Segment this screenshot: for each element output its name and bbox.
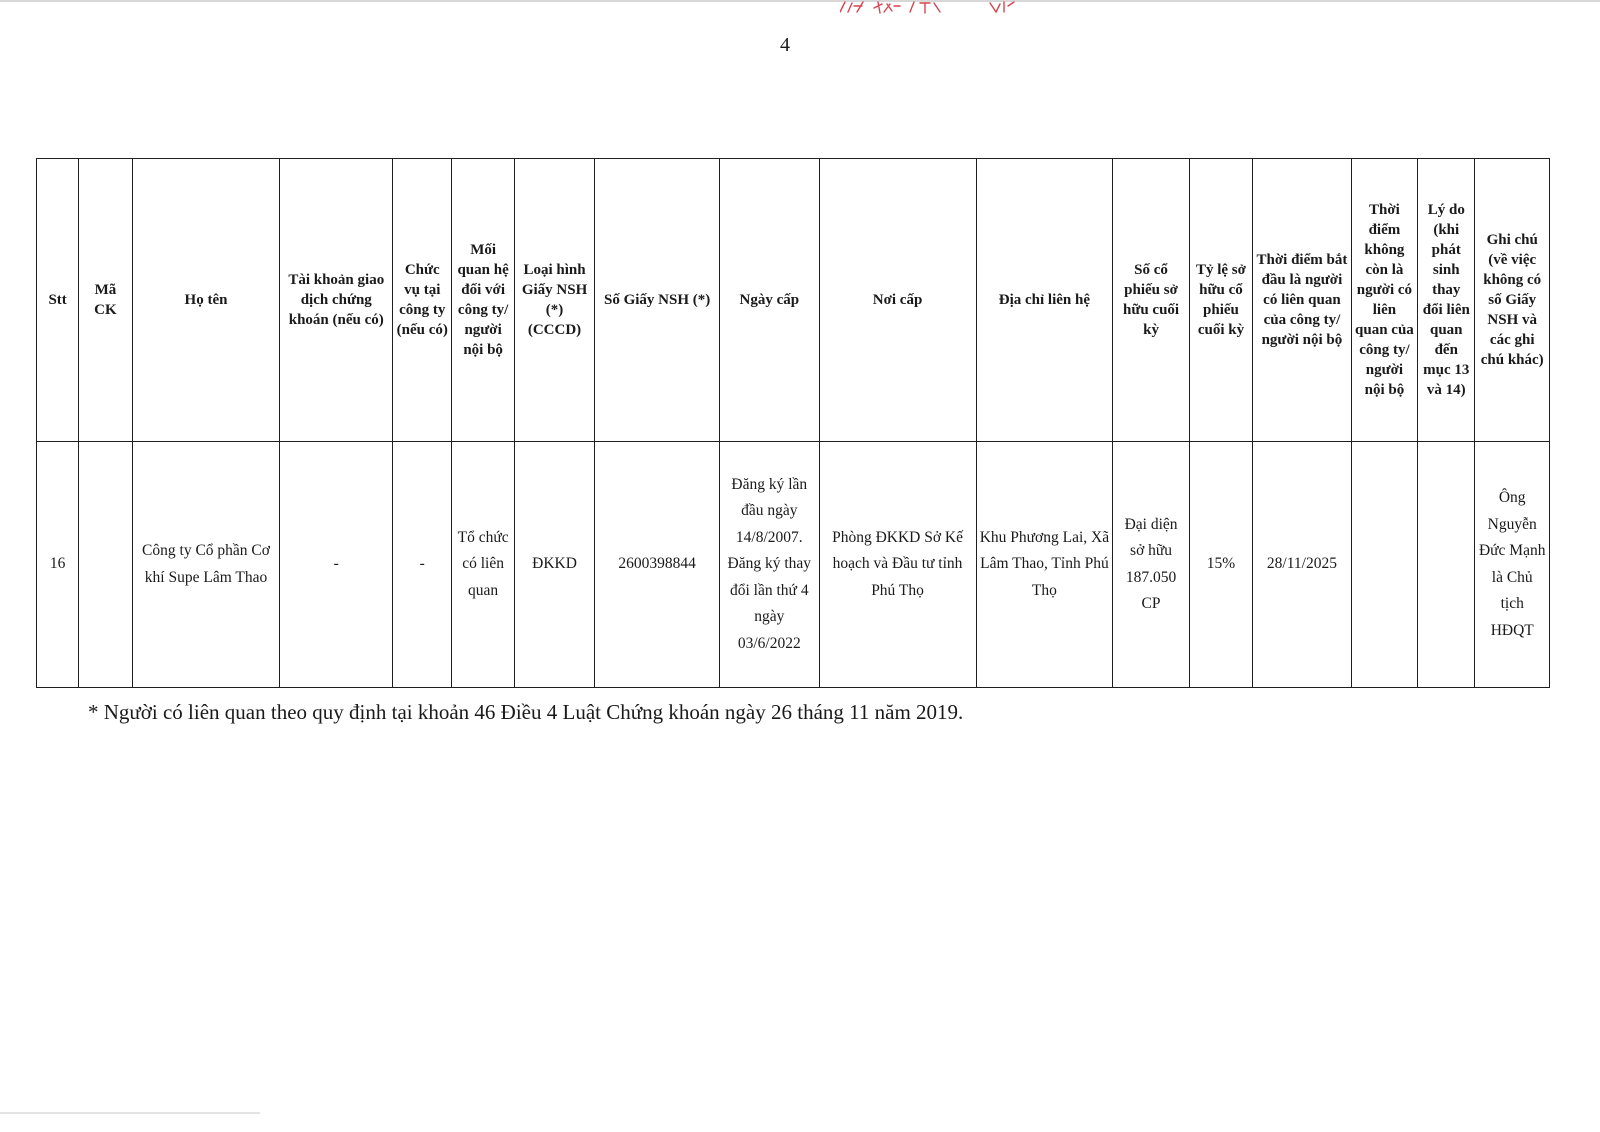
page-number: 4: [780, 34, 790, 56]
header-thoi-diem-khong-con: Thời điểm không còn là người có liên quan của công ty/ người nội bộ: [1351, 159, 1417, 442]
cell-so-co-phieu: Đại diện sở hữu 187.050 CP: [1113, 442, 1189, 688]
related-person-table: [36, 158, 1550, 688]
header-chuc-vu: Chức vụ tại công ty (nếu có): [393, 159, 452, 442]
footnote: * Người có liên quan theo quy định tại khoản 46 Điều 4 Luật Chứng khoán ngày 26 tháng 11 năm 2019.: [88, 700, 964, 724]
cell-ly-do: [1418, 442, 1475, 688]
cell-moi-quan-he: Tổ chức có liên quan: [452, 442, 514, 688]
cell-tai-khoan: -: [280, 442, 393, 688]
cell-ty-le: 15%: [1189, 442, 1252, 688]
cell-ghi-chu: Ông Nguyễn Đức Mạnh là Chủ tịch HĐQT: [1475, 442, 1550, 688]
scan-edge-mark: [0, 1112, 260, 1114]
header-stt: Stt: [37, 159, 79, 442]
cell-ho-ten: Công ty Cổ phần Cơ khí Supe Lâm Thao: [132, 442, 280, 688]
header-dia-chi: Địa chỉ liên hệ: [976, 159, 1113, 442]
cell-loai-hinh-giay: ĐKKD: [514, 442, 594, 688]
header-ho-ten: Họ tên: [132, 159, 280, 442]
cell-thoi-diem-khong-con: [1351, 442, 1417, 688]
cell-stt: 16: [37, 442, 79, 688]
header-loai-hinh-giay: Loại hình Giấy NSH (*) (CCCD): [514, 159, 594, 442]
header-moi-quan-he: Mối quan hệ đối với công ty/ người nội bộ: [452, 159, 514, 442]
cell-ma-ck: [79, 442, 132, 688]
cell-so-giay: 2600398844: [595, 442, 720, 688]
cell-chuc-vu: -: [393, 442, 452, 688]
table-header-row: [37, 159, 1550, 442]
page-top-edge: [0, 0, 1600, 2]
header-so-co-phieu: Số cổ phiếu sở hữu cuối kỳ: [1113, 159, 1189, 442]
red-stamp-fragment: [840, 0, 1030, 16]
cell-ngay-cap: Đăng ký lần đầu ngày 14/8/2007. Đăng ký thay đổi lần thứ 4 ngày 03/6/2022: [720, 442, 820, 688]
header-thoi-diem-bat-dau: Thời điểm bắt đầu là người có liên quan của công ty/ người nội bộ: [1253, 159, 1352, 442]
cell-dia-chi: Khu Phương Lai, Xã Lâm Thao, Tỉnh Phú Thọ: [976, 442, 1113, 688]
cell-thoi-diem-bat-dau: 28/11/2025: [1253, 442, 1352, 688]
header-tai-khoan: Tài khoản giao dịch chứng khoán (nếu có): [280, 159, 393, 442]
header-ly-do: Lý do (khi phát sinh thay đổi liên quan đến mục 13 và 14): [1418, 159, 1475, 442]
header-ma-ck: Mã CK: [79, 159, 132, 442]
header-ngay-cap: Ngày cấp: [720, 159, 820, 442]
table-row: [37, 442, 1550, 688]
header-ghi-chu: Ghi chú (về việc không có số Giấy NSH và các ghi chú khác): [1475, 159, 1550, 442]
header-so-giay: Số Giấy NSH (*): [595, 159, 720, 442]
header-noi-cap: Nơi cấp: [819, 159, 976, 442]
header-ty-le: Tỷ lệ sở hữu cổ phiếu cuối kỳ: [1189, 159, 1252, 442]
cell-noi-cap: Phòng ĐKKD Sở Kế hoạch và Đầu tư tỉnh Phú Thọ: [819, 442, 976, 688]
